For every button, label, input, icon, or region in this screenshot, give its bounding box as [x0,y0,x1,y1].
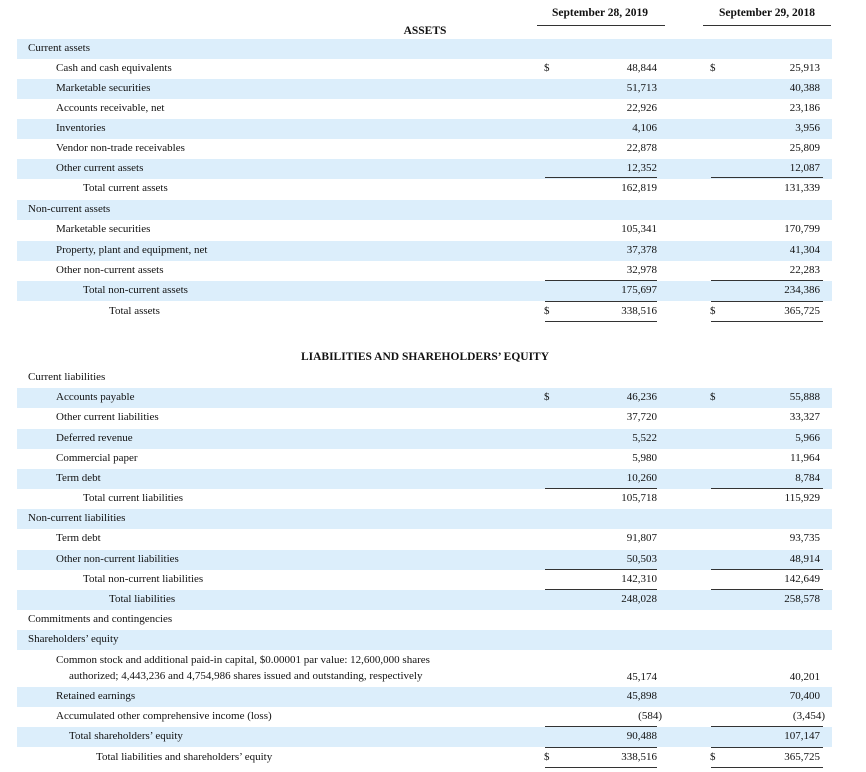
total-row [17,489,832,509]
double-underline [711,767,823,768]
row-label: Retained earnings [56,690,136,702]
table-row [17,707,832,727]
table-row [17,241,832,261]
value-2018: 25,809 [789,142,820,154]
value-2019: 4,106 [632,122,657,134]
currency-symbol: $ [710,305,716,317]
value-2019: 46,236 [626,391,657,403]
row-label: Term debt [56,472,101,484]
value-2019: 48,844 [626,62,657,74]
noncurrent-assets-label: Non-current assets [28,203,111,215]
row-label: Marketable securities [56,223,151,235]
noncurrent-liabilities-label: Non-current liabilities [28,512,126,524]
shareholders-equity-header-row [17,630,832,650]
value-2019: 37,378 [626,244,657,256]
value-2019: 338,516 [621,305,657,317]
table-row [17,79,832,99]
row-label: Total liabilities [109,593,176,605]
row-label-line1: Common stock and additional paid-in capital, $0.00001 par value: 12,600,000 shares [56,654,430,666]
currency-symbol: $ [544,305,550,317]
shareholders-equity-label: Shareholders’ equity [28,633,119,645]
table-row [17,429,832,449]
table-row [17,139,832,159]
value-2018: 48,914 [789,553,820,565]
common-stock-row [17,651,832,687]
grand-total-row [17,748,832,768]
commitments-row [17,610,832,630]
table-row [17,59,832,79]
row-label: Total assets [109,305,160,317]
row-label: Accounts receivable, net [56,102,165,114]
currency-symbol: $ [544,391,550,403]
total-row [17,179,832,199]
value-2018: (3,454) [792,710,825,722]
value-2018: 107,147 [784,730,820,742]
value-2019: 105,341 [621,223,657,235]
table-row [17,550,832,570]
header-underline-2018 [703,25,831,26]
row-label: Vendor non-trade receivables [56,142,185,154]
value-2018: 70,400 [789,690,820,702]
currency-symbol: $ [710,751,716,763]
value-2019: 22,926 [626,102,657,114]
column-header-2018: September 29, 2018 [719,7,815,19]
currency-symbol: $ [710,391,716,403]
value-2018: 33,327 [789,411,820,423]
current-liabilities-label: Current liabilities [28,371,106,383]
value-2019: 50,503 [626,553,657,565]
value-2018: 40,201 [789,671,820,683]
table-row [17,99,832,119]
currency-symbol: $ [544,62,550,74]
row-label: Other non-current liabilities [56,553,179,565]
row-label: Total shareholders’ equity [69,730,183,742]
row-label-line2: authorized; 4,443,236 and 4,754,986 shares issued and outstanding, respectively [69,670,423,682]
value-2019: 162,819 [621,182,657,194]
table-row [17,687,832,707]
value-2018: 258,578 [784,593,820,605]
row-label: Deferred revenue [56,432,133,444]
table-row [17,408,832,428]
value-2018: 365,725 [784,305,820,317]
value-2018: 12,087 [789,162,820,174]
value-2019: 37,720 [626,411,657,423]
value-2018: 3,956 [795,122,820,134]
value-2019: 248,028 [621,593,657,605]
value-2018: 142,649 [784,573,820,585]
value-2019: 338,516 [621,751,657,763]
value-2019: (584) [638,710,662,722]
row-label: Marketable securities [56,82,151,94]
row-label: Other current liabilities [56,411,159,423]
table-row [17,220,832,240]
value-2019: 5,980 [632,452,657,464]
value-2018: 41,304 [789,244,820,256]
total-row [17,727,832,747]
value-2019: 10,260 [626,472,657,484]
value-2019: 175,697 [621,284,657,296]
value-2019: 45,898 [626,690,657,702]
value-2019: 90,488 [626,730,657,742]
value-2019: 22,878 [626,142,657,154]
value-2018: 23,186 [789,102,820,114]
underline [711,177,823,178]
table-row [17,469,832,489]
value-2018: 8,784 [795,472,820,484]
value-2019: 142,310 [621,573,657,585]
underline [545,177,657,178]
liabilities-title: LIABILITIES AND SHAREHOLDERS’ EQUITY [300,351,550,363]
row-label: Accounts payable [56,391,135,403]
double-underline [545,767,657,768]
value-2018: 365,725 [784,751,820,763]
double-underline [545,321,657,322]
total-row [17,570,832,590]
current-assets-header-row [17,39,832,59]
table-row [17,388,832,408]
row-label: Other non-current assets [56,264,164,276]
assets-title: ASSETS [403,25,447,37]
column-header-2019: September 28, 2019 [552,7,648,19]
row-label: Total current liabilities [83,492,184,504]
row-label: Commitments and contingencies [28,613,173,625]
value-2018: 93,735 [789,532,820,544]
current-assets-label: Current assets [28,42,91,54]
row-label: Cash and cash equivalents [56,62,172,74]
row-label: Total non-current liabilities [83,573,204,585]
current-liabilities-header-row [17,368,832,388]
table-row [17,449,832,469]
value-2019: 45,174 [626,671,657,683]
value-2019: 12,352 [626,162,657,174]
noncurrent-assets-header-row [17,200,832,220]
row-label: Inventories [56,122,106,134]
value-2018: 40,388 [789,82,820,94]
row-label: Property, plant and equipment, net [56,244,208,256]
header-underline-2019 [537,25,665,26]
value-2019: 91,807 [626,532,657,544]
row-label: Term debt [56,532,101,544]
value-2018: 170,799 [784,223,820,235]
value-2018: 5,966 [795,432,820,444]
row-label: Other current assets [56,162,144,174]
value-2018: 131,339 [784,182,820,194]
grand-total-row [17,302,832,322]
value-2019: 32,978 [626,264,657,276]
currency-symbol: $ [710,62,716,74]
value-2018: 115,929 [784,492,820,504]
total-row [17,281,832,301]
row-label: Total current assets [83,182,168,194]
value-2018: 22,283 [789,264,820,276]
row-label: Total non-current assets [83,284,188,296]
table-row [17,529,832,549]
table-row [17,159,832,179]
row-label: Accumulated other comprehensive income (loss) [56,710,272,722]
total-row [17,590,832,610]
value-2018: 11,964 [790,452,820,464]
value-2019: 105,718 [621,492,657,504]
value-2019: 51,713 [626,82,657,94]
table-row [17,119,832,139]
noncurrent-liabilities-header-row [17,509,832,529]
value-2018: 55,888 [789,391,820,403]
row-label: Commercial paper [56,452,138,464]
currency-symbol: $ [544,751,550,763]
value-2019: 5,522 [632,432,657,444]
double-underline [711,321,823,322]
row-label: Total liabilities and shareholders’ equity [96,751,273,763]
value-2018: 234,386 [784,284,820,296]
table-row [17,261,832,281]
value-2018: 25,913 [789,62,820,74]
